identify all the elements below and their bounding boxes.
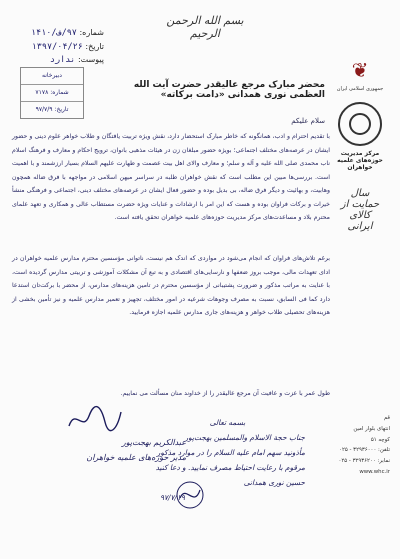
- number-label: شماره:: [79, 28, 104, 37]
- address-street: انتهای بلوار امین: [353, 425, 390, 432]
- reply-line-3: مأذونید سهم امام علیه السلام را در موارد مذکور: [156, 448, 305, 457]
- body-paragraph-2: برغم تلاش‌های فراوان که انجام می‌شود در مواردی که اندک هم نیست، ناتوانی مؤسسین محترم مدارس علمیه خواهران در ادای تعهدات مالی، موجب بروز ضعفها و نارسایی‌های اقتصادی و به تبع آن مشکلات آموزشی و تربیتی مدارس گردیده است، با عنایت به مراتب مذکور و ضرورت پشتیبانی از مؤسسین محترم در تامین هزینه‌های مدارس، از محضر با برکت‌تان استدعا دارد کما فی السابق، نسبت به مصرف وجوهات شرعیه در امور مختلف، تجهیز و تعمیر مدارس علمیه و نیز تأمین بخشی از هزینه‌های تحصیلی طلاب خواهر و هزینه‌های جاری مدارس علمیه اجازه فرمایید.: [12, 255, 330, 316]
- greeting: سلام علیکم: [291, 117, 325, 125]
- address-fax: نمابر: ۳۲۹۳۶۲۰۰ - ۰۲۵: [338, 458, 390, 465]
- stamp-title: دبیرخانه: [21, 68, 83, 85]
- date-row: [16, 42, 104, 52]
- signature-scribble-icon: [65, 404, 125, 434]
- sender-title: مدیر حوزه‌های علمیه خواهران: [86, 453, 186, 462]
- iran-emblem-icon: ❦: [351, 58, 369, 82]
- body-paragraph-1: با تقدیم احترام و ادب، همانگونه که خاطر مبارک استحضار دارد، نقش ویژه تربیت یافتگان و طلاب خواهر علوم دینی و حضور ایشان در عرصه‌های مختلف اجتماعی؛ بویژه حضور مبلغان زن در هیئات مذهبی بانوان، ترویج احکام و معارف و فرهنگ اسلام ناب محمدی صلی الله علیه و آله و سلم؛ و معارف والای اهل بیت عصمت و طهارت علیهم السلام بسیار ارزشمند و با اهمیت است. بررسی‌ها مبین این مطلب است که نقش خواهران طلبه در سراسر میهن اسلامی در مواجهه با فرق ضاله همچون وهابیت، و بهائیت و دیگر فرق ضاله، بی بدیل بوده و حضور فعال ایشان در عرصه‌های مختلف دینی، اجتماعی و فرهنگی منشأ خیرات و برکات فراوان بوده و هست که این امر با ارشادات و عنایات ویژه حضرت مستطاب عالی و همکاری و تعهد علمای محترم بلاد و مساعدت‌های مرکز مدیریت حوزه‌های علمیه خواهران تحقق یافته است.: [12, 133, 330, 221]
- attachment-value: ندارد: [49, 55, 76, 65]
- organization-name: مرکز مدیریت حوزه‌های علمیه خواهران: [337, 150, 383, 171]
- contact-address: [328, 413, 390, 478]
- organization-seal-icon: [338, 102, 382, 146]
- attachment-row: [16, 55, 104, 65]
- address-city: قم: [383, 415, 390, 421]
- reply-line-1: بسمه تعالی: [209, 418, 246, 427]
- country-label: جمهوری اسلامی ایران: [336, 86, 384, 92]
- address-website: www.whc.ir: [359, 468, 390, 475]
- number-row: [16, 28, 104, 38]
- organization-logo-block: [334, 58, 386, 178]
- number-value: ۹۷/ف/۱۴۱۰: [30, 28, 77, 38]
- reply-seal-icon: [170, 478, 210, 513]
- reply-signer: حسین نوری همدانی: [243, 478, 305, 487]
- address-phone: تلفن: ۳۲۹۳۶۰۰۰ - ۰۲۵: [339, 447, 390, 454]
- recipient-line: محضر مبارک مرجع عالیقدر حضرت آیت الله العظمی نوری همدانی «دامت برکاته»: [133, 80, 325, 100]
- attachment-label: پیوست:: [77, 55, 104, 64]
- reply-date: ۹۷/۷/۱۹: [160, 493, 185, 502]
- stamp-date: تاریخ: ۹۷/۷/۹: [35, 106, 69, 113]
- address-alley: کوچه ۵۱: [370, 436, 390, 443]
- sender-name: عبدالکریم بهجت‌پور: [121, 438, 186, 447]
- reply-line-4: مرقوم با رعایت احتیاط مصرف نمایید. و دعا کنید: [155, 463, 305, 472]
- bismillah-heading: بسم الله الرحمن الرحیم: [166, 14, 244, 40]
- date-label: تاریخ:: [85, 42, 104, 51]
- secretariat-stamp: [20, 67, 84, 119]
- closing-line: طول عمر با عزت و عافیت آن مرجع عالیقدر را از خداوند منان مسألت می نماییم.: [120, 390, 330, 397]
- date-value: ۱۳۹۷/۰۴/۲۶: [31, 42, 83, 52]
- year-motto: سال حمایت از کالای ایرانی: [340, 188, 380, 232]
- stamp-number: شماره: ۷۱۷۸: [21, 85, 83, 102]
- reply-line-2: جناب حجة الاسلام والمسلمین بهجت‌پور: [184, 433, 305, 442]
